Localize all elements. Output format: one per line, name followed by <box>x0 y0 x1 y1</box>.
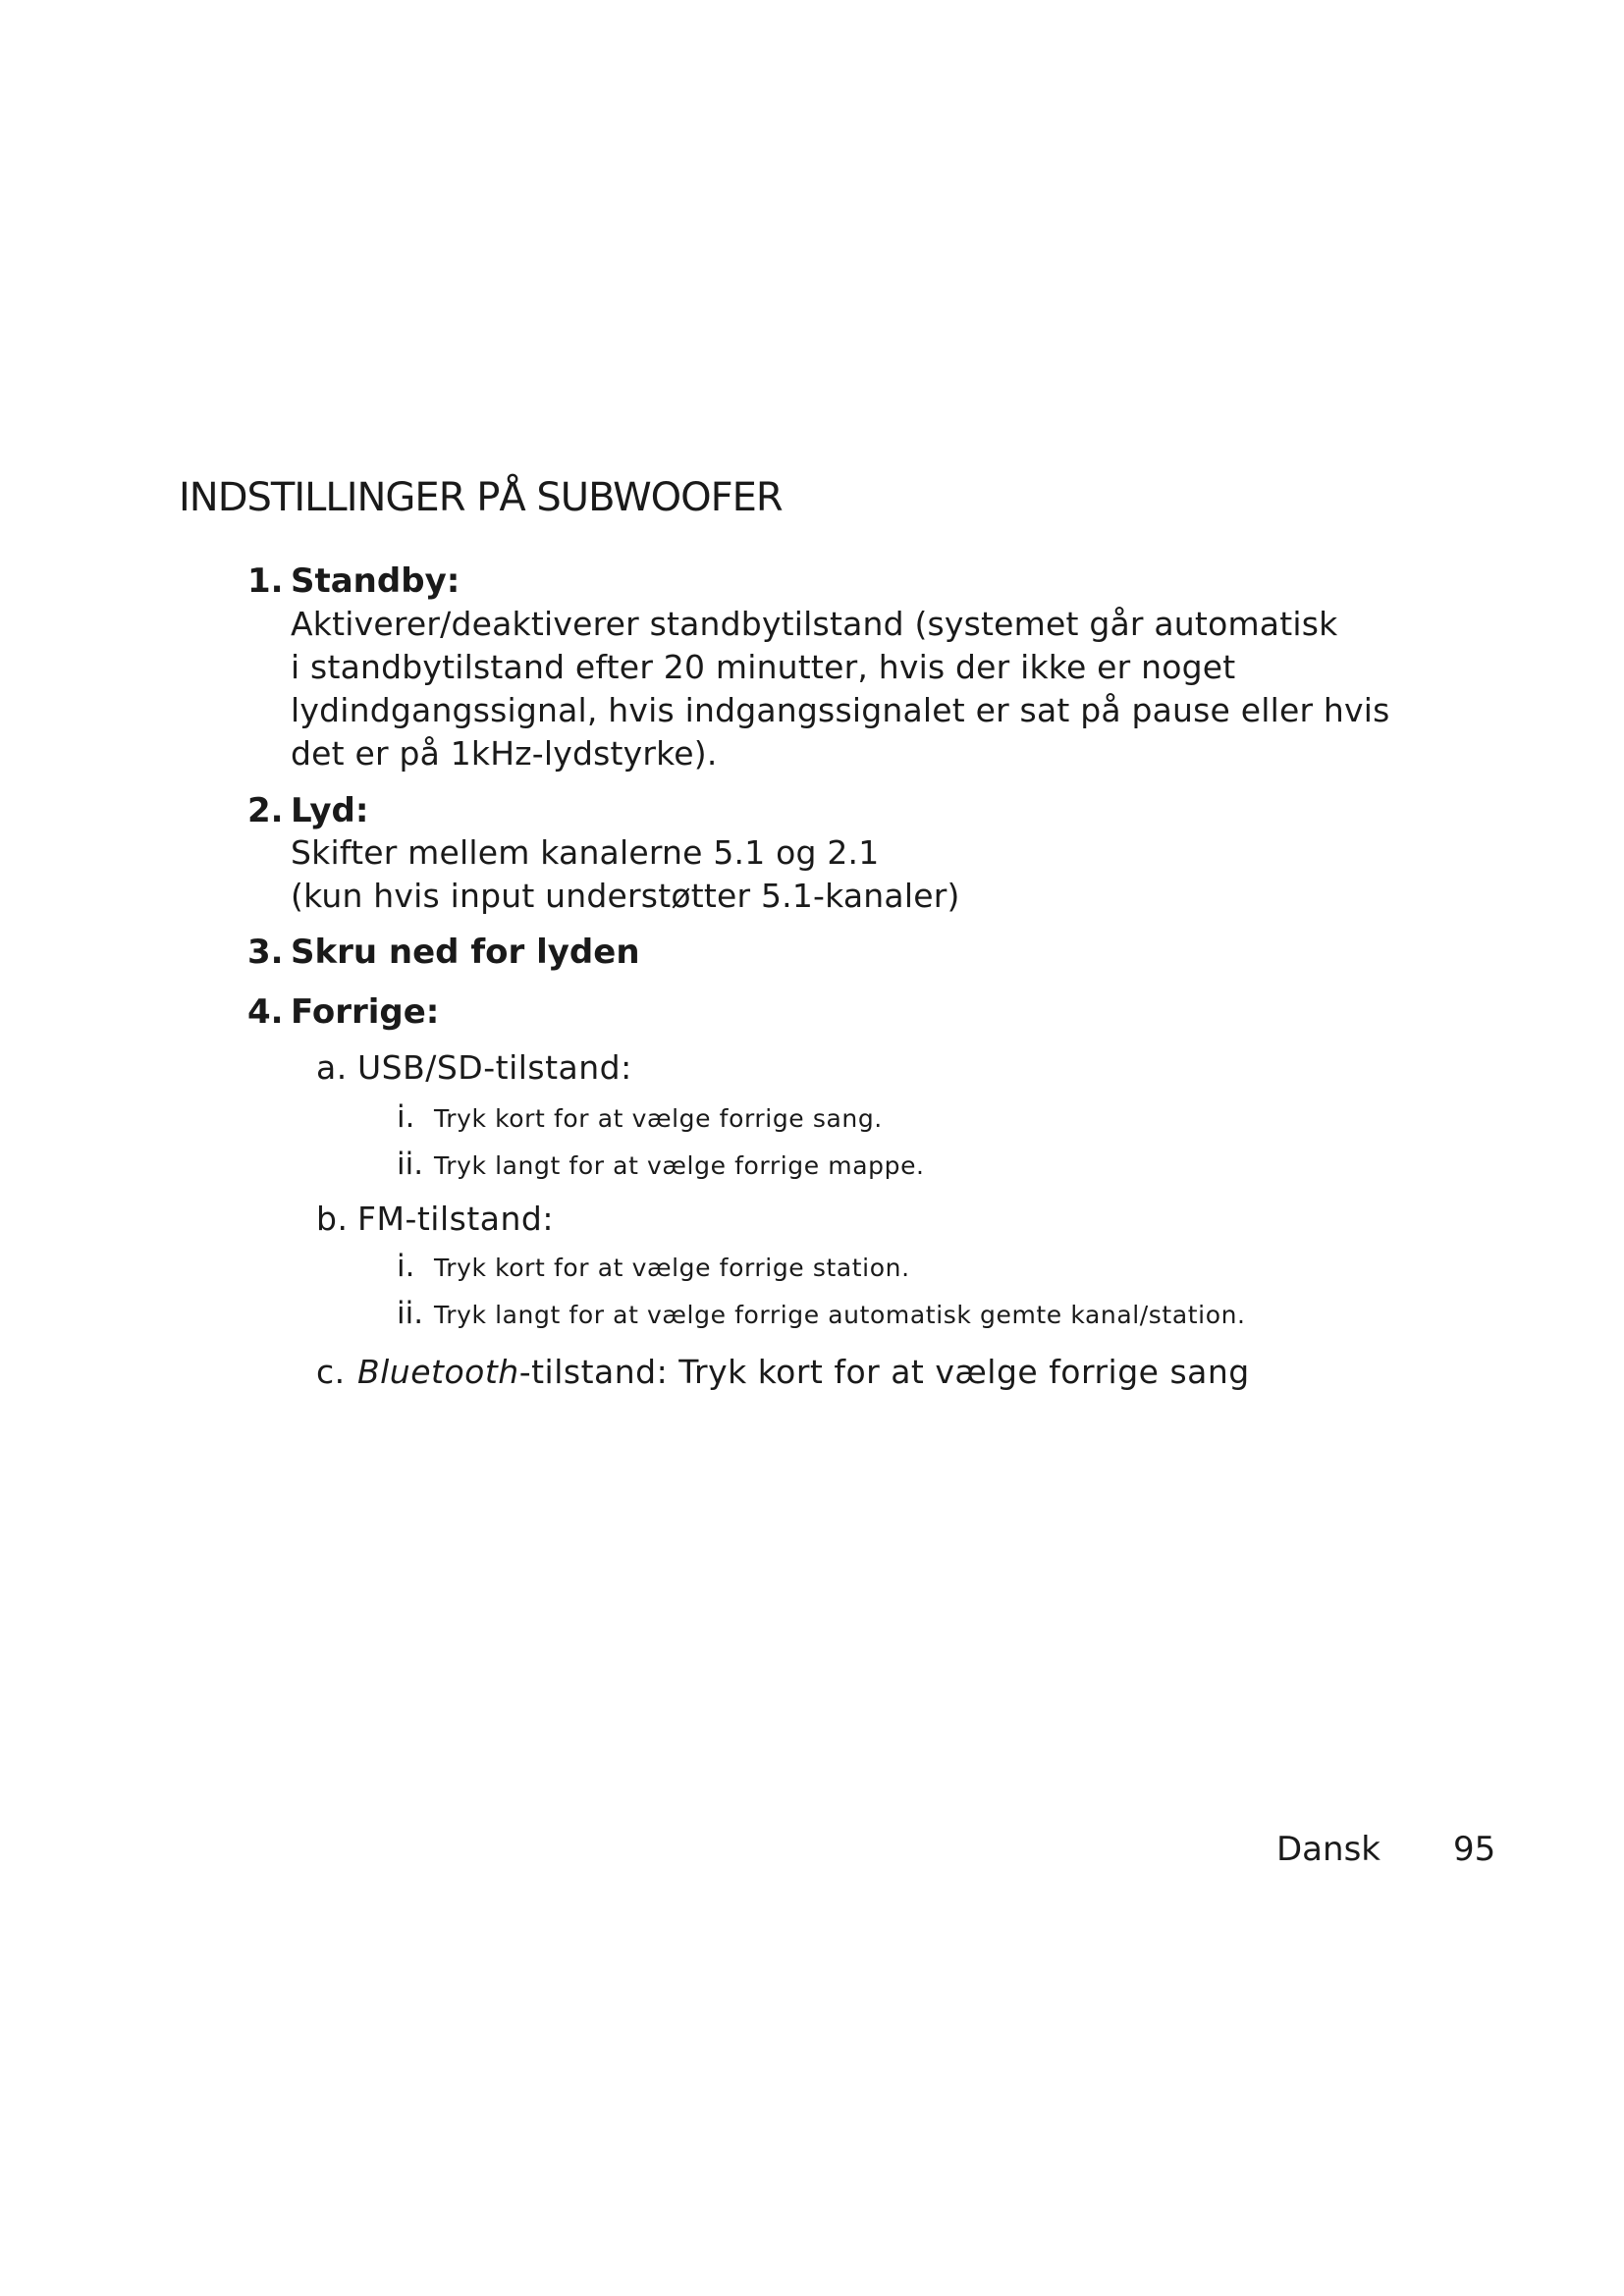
item-body-line: det er på 1kHz-lydstyrke). <box>291 734 718 773</box>
subsubitem-marker: ii. <box>397 1147 424 1182</box>
subitem-fm <box>316 1200 554 1238</box>
subsubitem <box>397 1296 1246 1331</box>
item-number: 2. <box>247 791 284 830</box>
subsubitem <box>397 1147 925 1182</box>
item-heading-standby <box>247 561 460 601</box>
subsubitem-text: Tryk kort for at vælge forrige sang. <box>434 1104 883 1133</box>
item-heading-mute <box>247 933 640 972</box>
item-label: Forrige: <box>291 992 440 1032</box>
subitem-label: -tilstand: Tryk kort for at vælge forrige sang <box>518 1353 1250 1391</box>
item-body-line: Aktiverer/deaktiverer standbytilstand (systemet går automatisk <box>291 605 1338 643</box>
item-label: Standby: <box>291 561 460 601</box>
item-number: 4. <box>247 992 284 1032</box>
subsubitem-marker: ii. <box>397 1296 424 1331</box>
item-number: 1. <box>247 561 284 601</box>
subitem-marker: c. <box>316 1353 346 1391</box>
item-label: Skru ned for lyden <box>291 933 640 972</box>
item-body-line: (kun hvis input understøtter 5.1-kanaler) <box>291 877 960 915</box>
subsubitem-text: Tryk langt for at vælge forrige mappe. <box>434 1151 925 1180</box>
subitem-label: FM-tilstand: <box>357 1200 554 1238</box>
item-body-line: lydindgangssignal, hvis indgangssignalet er sat på pause eller hvis <box>291 691 1390 729</box>
item-number: 3. <box>247 933 284 972</box>
subitem-bluetooth <box>316 1353 1250 1391</box>
item-heading-forrige <box>247 992 439 1032</box>
subsubitem-text: Tryk kort for at vælge forrige station. <box>434 1254 910 1282</box>
subitem-label: USB/SD-tilstand: <box>357 1048 632 1087</box>
subitem-usb-sd <box>316 1048 632 1087</box>
item-heading-lyd <box>247 791 368 830</box>
page-title: INDSTILLINGER PÅ SUBWOOFER <box>179 475 783 520</box>
subitem-marker: b. <box>316 1200 349 1238</box>
item-body-line: Skifter mellem kanalerne 5.1 og 2.1 <box>291 833 880 872</box>
subitem-marker: a. <box>316 1048 348 1087</box>
item-body-line: i standbytilstand efter 20 minutter, hvis der ikke er noget <box>291 648 1236 686</box>
subsubitem-text: Tryk langt for at vælge forrige automatisk gemte kanal/station. <box>434 1301 1246 1329</box>
footer-language: Dansk <box>1276 1830 1380 1869</box>
subsubitem-marker: i. <box>397 1249 415 1284</box>
subsubitem <box>397 1249 910 1284</box>
subitem-label-italic: Bluetooth <box>357 1353 519 1391</box>
item-label: Lyd: <box>291 791 369 830</box>
subsubitem-marker: i. <box>397 1099 415 1135</box>
subsubitem <box>397 1099 883 1135</box>
footer-page-number: 95 <box>1453 1830 1496 1869</box>
